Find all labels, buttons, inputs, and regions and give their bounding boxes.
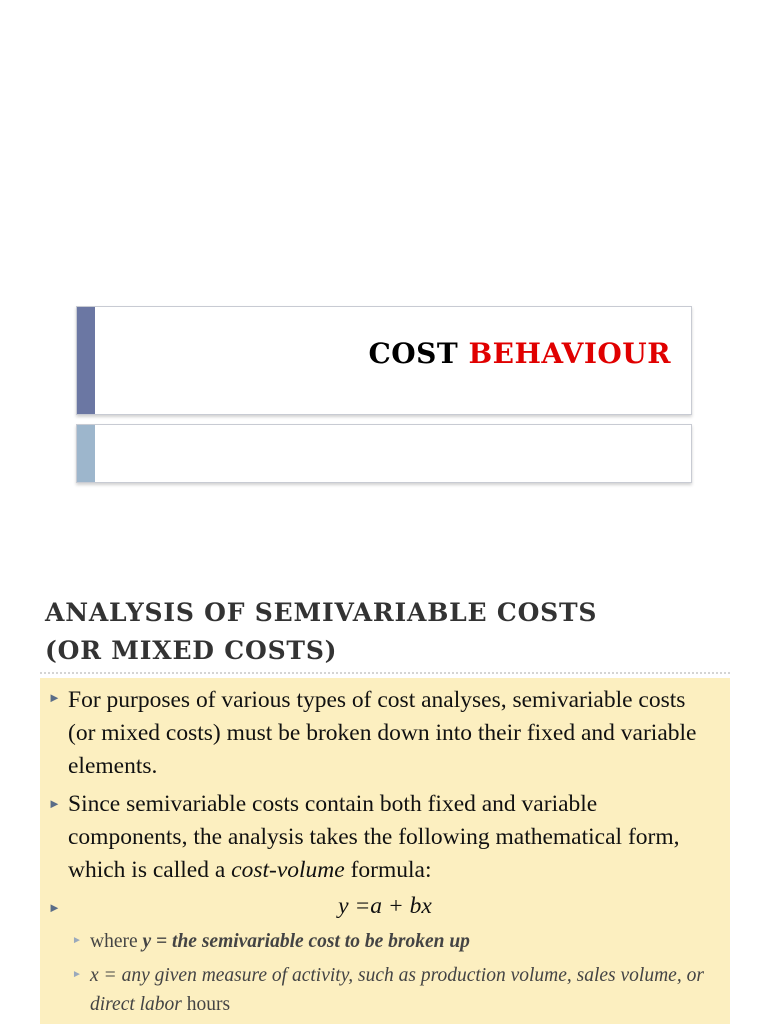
bullet-item: For purposes of various types of cost analyses, semivariable costs (or mixed costs) must be broken down into their fixed and variable elements. — [68, 687, 697, 779]
sub-bullet-arrow-icon: ► — [72, 935, 82, 946]
title-cost: COST — [368, 337, 459, 370]
bullet-text: Since semivariable costs contain both fixed and variable components, the analysis takes the following mathematical form, which is called a — [68, 791, 680, 883]
sub-bullet-item — [90, 927, 720, 956]
title-behaviour: BEHAVIOUR — [468, 337, 671, 370]
sub-bullet-bold-italic: y = the semivariable cost to be broken up — [142, 931, 470, 952]
heading-divider — [40, 672, 730, 674]
subtitle-placeholder — [76, 424, 692, 483]
bullet-text: formula: — [344, 857, 432, 883]
sub-bullet-item — [90, 961, 720, 1019]
content-panel — [40, 678, 730, 1024]
formula: y =a + bx — [338, 893, 432, 919]
bullet-item — [68, 788, 718, 887]
heading-line-1: ANALYSIS OF SEMIVARIABLE COSTS — [45, 598, 598, 627]
title-placeholder — [76, 306, 692, 415]
title-accent-bar — [77, 307, 95, 414]
sub-bullet-italic: x = any given measure of activity, such as production volume, sales volume, or direct labor — [90, 965, 704, 1015]
heading-line-2: (OR MIXED COSTS) — [45, 636, 338, 665]
slide-title — [368, 337, 671, 370]
subtitle-accent-bar — [77, 425, 95, 482]
bullet-arrow-icon: ► — [48, 690, 61, 705]
sub-bullet-text: where — [90, 931, 143, 952]
bullet-arrow-icon: ► — [48, 900, 61, 915]
sub-bullet-arrow-icon: ► — [72, 969, 82, 980]
bullet-arrow-icon: ► — [48, 796, 61, 811]
bullet-italic-text: cost-volume — [231, 857, 345, 883]
sub-bullet-text: hours — [181, 994, 231, 1015]
slide-heading — [45, 594, 597, 670]
